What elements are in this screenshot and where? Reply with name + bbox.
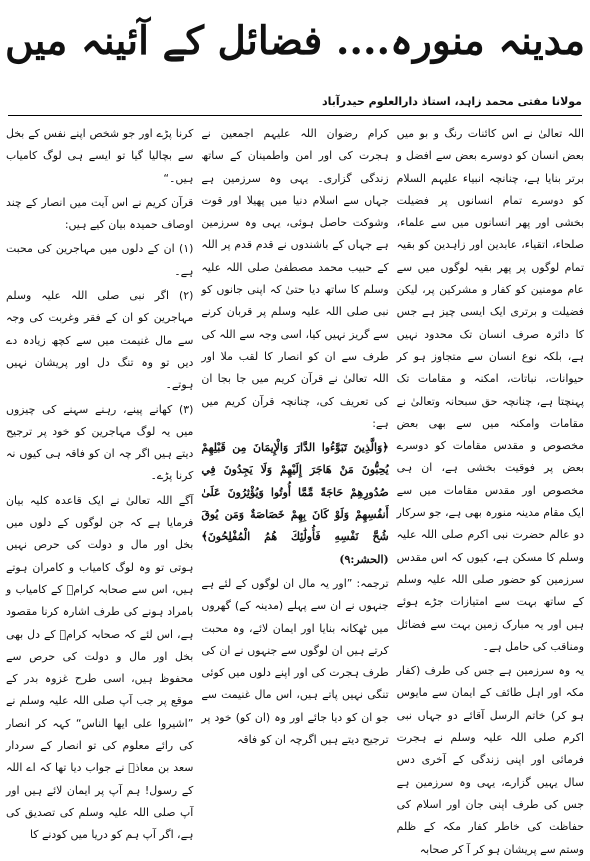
paragraph: یہ وہ سرزمین ہے جس کی طرف (کفار مکہ اور اہل طائف کے ایمان سے مایوس ہو کر) خاتم الرسل آقائے دو جہاں نبی اکرم صلی اللہ علیہ وسلم نے ہجرت فرمائی اور اپنی زندگی کے آخری دس سال یہیں گزارے، یہی وہ سرزمین ہے جس کی طرف اپنی جان اور اسلام کی حفاظت کی خاطر کفار مکہ کے ظلم وستم سے پریشان ہو کر آ کر صحابہ [396, 664, 584, 856]
article-header [0, 0, 590, 92]
paragraph: اللہ تعالیٰ نے اس کائنات رنگ و بو میں بعض انسان کو دوسرے بعض سے افضل و برتر بنایا ہے، چنانچہ انبیاء علیہم السلام کو دوسرے تمام انسانوں پر فضیلت بخشی اور پھر انسانوں میں سے علماء، صلحاء، اتقیاء، عابدین اور زاہدین کو بقیہ تمام لوگوں پر پھر بقیہ لوگوں میں سے عام مومنین کو کفار و مشرکین پر، لیکن فضیلت و برتری ایک ایسی چیز ہے جس کا دائرہ صرف انسان تک محدود نہیں ہے، بلکہ نوع انسان سے متجاوز ہو کر حیوانات، نباتات، امکنہ و مقامات تک پہنچتا ہے، چنانچہ حق سبحانہ وتعالیٰ نے مقامات وامکنہ میں سے بھی بعض مخصوص و مقدس مقامات کو دوسرے بعض پر فوقیت بخشی ہے، ان ہی مخصوص اور مقدس مقامات میں سے ایک مقام مدینہ منورہ بھی ہے، جو سرکار دو عالم حضرت نبی اکرم صلی اللہ علیہ وسلم کا مسکن ہے، کیوں کہ اس مقدس سرزمین کو حضور صلی اللہ علیہ وسلم کے ساتھ بہت سے امتیازات جڑے ہوئے ہیں اور یہ مبارک زمین بہت سے فضائل ومناقب کی حامل ہے۔ [396, 127, 584, 653]
header-divider [8, 115, 582, 116]
article-title: مدینہ منورہ.... فضائل کے آئینہ میں [4, 18, 586, 64]
quran-verse: ﴿وَالَّذِينَ تَبَوَّءُوا الدَّارَ وَالْإِيمَانَ مِن قَبْلِهِمْ يُحِبُّونَ مَنْ هَاجَرَ إِلَيْهِمْ وَلَا يَجِدُونَ فِي صُدُورِهِمْ حَاجَةً مِّمَّا أُوتُوا وَيُؤْثِرُونَ عَلَىٰ أَنفُسِهِمْ وَلَوْ كَانَ بِهِمْ خَصَاصَةٌ وَمَن يُوقَ شُحَّ نَفْسِهِ فَأُولَٰئِكَ هُمُ الْمُفْلِحُونَ﴾ (الحشر:۹) [201, 441, 389, 566]
column-right [396, 123, 584, 856]
paragraph: کرام رضوان اللہ علیہم اجمعین نے ہجرت کی اور امن واطمینان کے ساتھ زندگی گزاری۔ یہی وہ سرزمین ہے جہاں سے اسلام دنیا میں پھیلا اور قوت وشوکت حاصل ہوئی، یہی وہ سرزمین ہے جہاں کے باشندوں نے قدم قدم پر اللہ کے حبیب محمد مصطفیٰ صلی اللہ علیہ وسلم کا ساتھ دیا حتیٰ کہ اپنی جانوں کو نبی صلی اللہ علیہ وسلم پر قربان کرنے سے گریز نہیں کیا، اسی وجہ سے اللہ کی طرف سے ان کو انصار کا لقب ملا اور اللہ تعالیٰ نے قرآن کریم میں جا بجا ان کی تعریف کی، چنانچہ قرآن کریم میں ہے: [201, 127, 389, 430]
paragraph: کرنا پڑے اور جو شخص اپنے نفس کے بخل سے بچالیا گیا تو ایسے ہی لوگ کامیاب ہیں۔“ [6, 127, 194, 185]
paragraph: آگے اللہ تعالیٰ نے ایک قاعدہ کلیہ بیان فرمایا ہے کہ جن لوگوں کے دلوں میں بخل اور مال و دولت کی حرص نہیں ہوتی تو وہ لوگ کامیاب و کامران ہوتے ہیں، اس سے صحابہ کرامؓ کے کامیاب و بامراد ہونے کی طرف اشارہ کرنا مقصود ہے، اس لئے کہ صحابہ کرامؓ کے دل بھی بخل اور مال و دولت کی حرص سے محفوظ ہیں، اسی طرح غزوہ بدر کے موقع پر جب آپ صلی اللہ علیہ وسلم نے ”اشیروا علی ایھا الناس“ کہہ کر انصار کی رائے معلوم کی تو انصار کے سردار سعد بن معاذؓ نے جواب دیا تھا کہ اے اللہ کے رسول! ہم آپ پر ایمان لائے ہیں اور آپ صلی اللہ علیہ وسلم کی تصدیق کی ہے، اگر آپ ہم کو دریا میں کودنے کا [6, 493, 194, 842]
author-line: مولانا مفتی محمد زاہد، استاذ دارالعلوم حیدرآباد [322, 95, 582, 108]
list-item: (۲) اگر نبی صلی اللہ علیہ وسلم مہاجرین کو ان کے فقر وغربت کی وجہ سے مال غنیمت میں سے کچھ زیادہ دے دیں تو وہ تنگ دل اور پریشان نہیں ہوتے۔ [6, 289, 194, 392]
column-left [6, 123, 194, 842]
list-item: (۳) کھانے پینے، رہنے سہنے کی چیزوں میں یہ لوگ مہاجرین کو خود پر ترجیح دیتے ہیں اگر چہ ان کو فاقہ ہی کیوں نہ کرنا پڑے۔ [6, 402, 194, 483]
list-item: (۱) ان کے دلوں میں مہاجرین کی محبت ہے۔ [6, 242, 194, 278]
paragraph: قرآن کریم نے اس آیت میں انصار کے چند اوصاف حمیدہ بیان کیے ہیں: [6, 195, 194, 232]
article-columns [6, 123, 584, 856]
verse-translation: ترجمہ: ”اور یہ مال ان لوگوں کے لئے ہے جنہوں نے ان سے پہلے (مدینہ کے) گھروں میں ٹھکانہ بنایا اور ایمان لائے، وہ محبت کرتے ہیں ان لوگوں سے جنہوں نے ان کی طرف ہجرت کی اور اپنے دلوں میں کوئی تنگی نہیں پاتے ہیں، اس مال غنیمت سے جو ان کو دیا جائے اور وہ (ان کو) خود پر ترجیح دیتے ہیں اگرچہ ان کو فاقہ [201, 576, 389, 747]
column-middle [201, 123, 388, 757]
